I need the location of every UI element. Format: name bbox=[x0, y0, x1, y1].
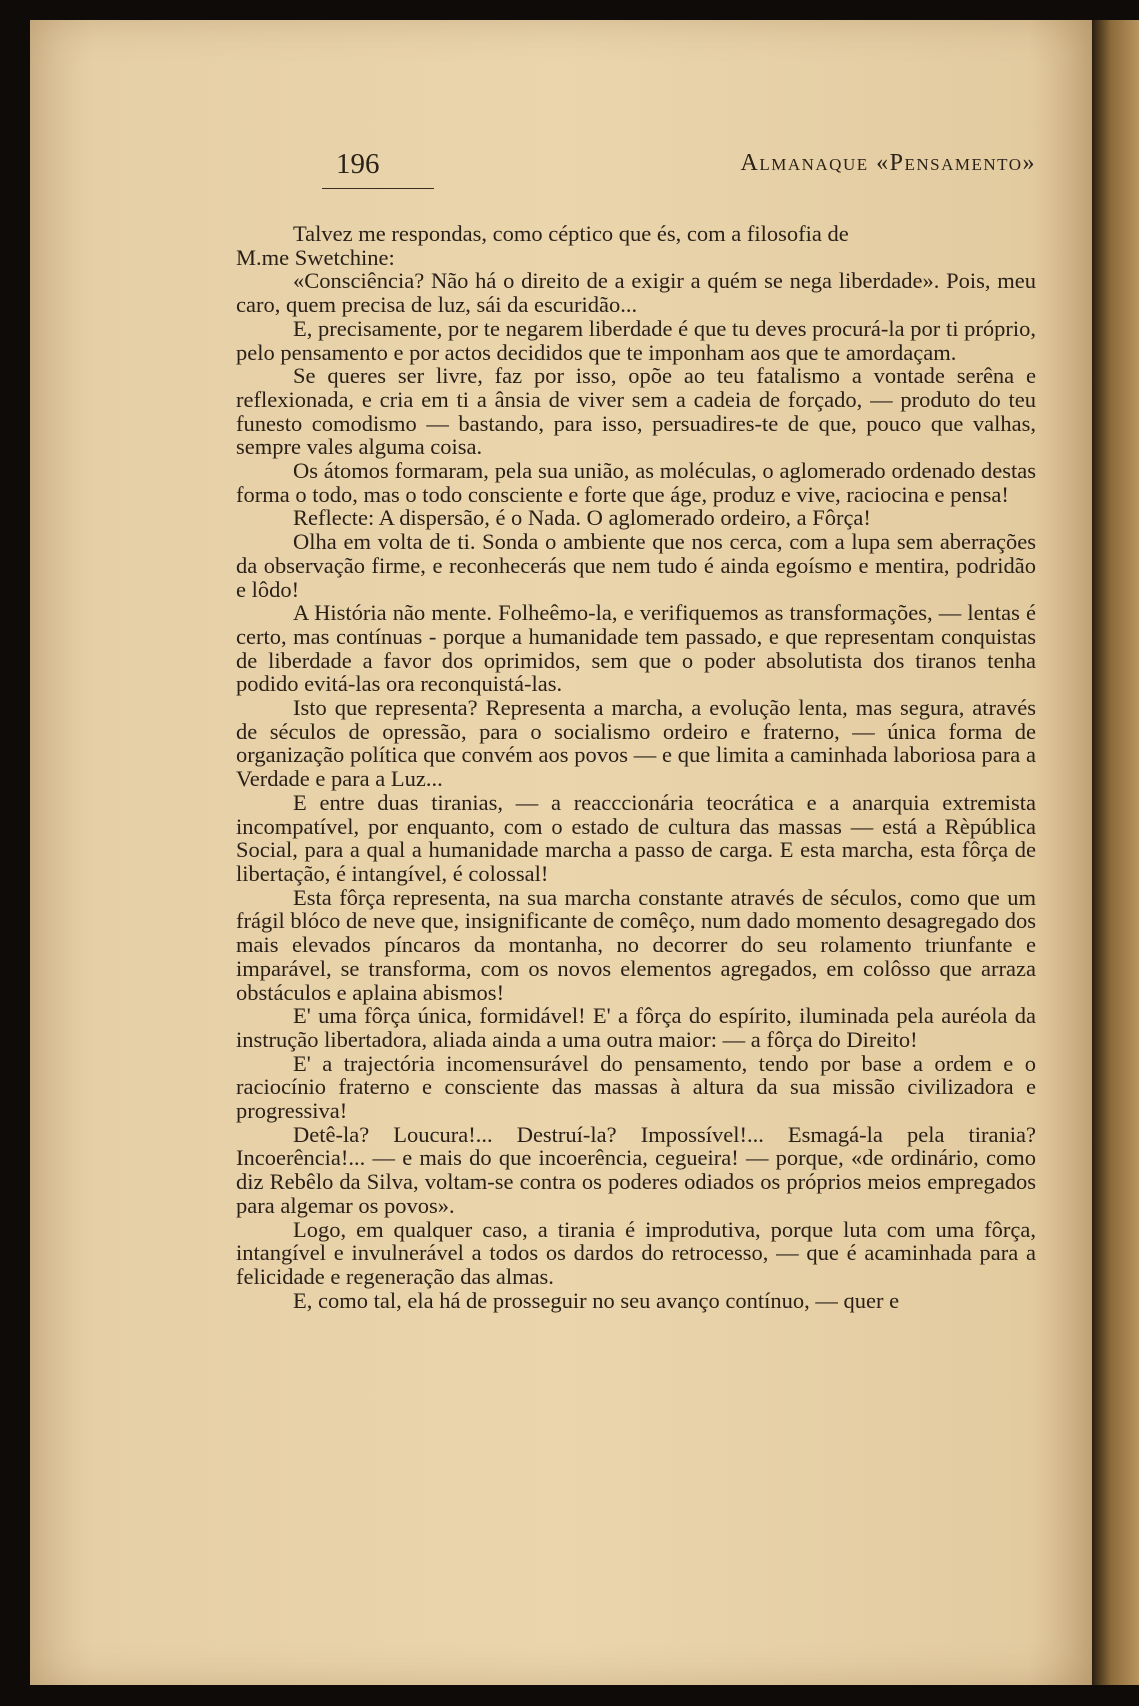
paragraph: E' a trajectória incomensurável do pensamento, tendo por base a ordem e o raciocínio fraterno e consciente das massas à altura da sua missão civilizadora e progressiva! bbox=[236, 1050, 1036, 1124]
page-number: 196 bbox=[336, 148, 380, 180]
paragraph: E' uma fôrça única, formidável! E' a fôrça do espírito, iluminada pela auréola da instrução libertadora, aliada ainda a uma outra maior: — a fôrça do Direito! bbox=[236, 1003, 1036, 1052]
paragraph: Detê-la? Loucura!... Destruí-la? Impossível!... Esmagá-la pela tirania? Incoerência!... — e mais do que incoerência, cegueira! — porque, «de ordinário, como diz Rebêlo da Silva, voltam-se contra os poderes odiados os próprios meios empregados para algemar os povos». bbox=[236, 1121, 1036, 1218]
paragraph: Olha em volta de ti. Sonda o ambiente que nos cerca, com a lupa sem aberrações da observação firme, e reconhecerás que nem tudo é ainda egoísmo e mentira, podridão e lôdo! bbox=[236, 529, 1036, 602]
page-header bbox=[336, 148, 1036, 188]
paragraph: E entre duas tiranias, — a reacccionária teocrática e a anarquia extremista incompatível, por enquanto, com o estado de cultura das massas — está a Rèpública Social, para a qual a humanidade marcha a passo de carga. E esta marcha, esta fôrça de libertação, é intangível, é colossal! bbox=[236, 789, 1036, 886]
paragraph: Reflecte: A dispersão, é o Nada. O aglomerado ordeiro, a Fôrça! bbox=[293, 505, 871, 531]
paragraph: «Consciência? Não há o direito de a exigir a quém se nega liberdade». Pois, meu caro, quem precisa de luz, sái da escuridão... bbox=[236, 268, 1036, 318]
paragraph: M.me Swetchine: bbox=[236, 244, 395, 270]
paragraph: E, precisamente, por te negarem liberdade é que tu deves procurá-la por ti próprio, pelo pensamento e por actos decididos que te imponham aos que te amordaçam. bbox=[236, 315, 1036, 365]
running-title: Almanaque «Pensamento» bbox=[740, 150, 1036, 176]
header-rule bbox=[322, 188, 434, 189]
paragraph: Talvez me respondas, como céptico que és, com a filosofia de bbox=[293, 221, 849, 246]
paragraph: E, como tal, ela há de prosseguir no seu avanço contínuo, — quer e bbox=[293, 1287, 900, 1313]
page-edge bbox=[1092, 20, 1139, 1685]
paragraph: Logo, em qualquer caso, a tirania é improdutiva, porque luta com uma fôrça, intangível e invulnerável a todos os dardos do retrocesso, — que é acaminhada para a felicidade e regeneração das almas. bbox=[236, 1216, 1036, 1289]
paragraph: Esta fôrça representa, na sua marcha constante através de séculos, como que um frágil blóco de neve que, insignificante de comêço, num dado momento desagregado dos mais elevados píncaros da montanha, no decorrer do seu rolamento triunfante e imparável, se transforma, com os novos elementos agregados, em colôsso que arraza obstáculos e aplaina abismos! bbox=[236, 884, 1036, 1005]
paragraph: A História não mente. Folheêmo-la, e verifiquemos as transformações, — lentas é certo, mas contínuas - porque a humanidade tem passado, e que representam conquistas de liberdade a favor dos oprimidos, sem que o poder absolutista dos tiranos tenha podido evitá-las ora reconquistá-las. bbox=[236, 600, 1036, 697]
paragraph: Os átomos formaram, pela sua união, as moléculas, o aglomerado ordenado destas forma o todo, mas o todo consciente e forte que áge, produz e vive, raciocina e pensa! bbox=[236, 458, 1036, 507]
body-text bbox=[236, 222, 1036, 1312]
paragraph: Se queres ser livre, faz por isso, opõe ao teu fatalismo a vontade serêna e reflexionada, e cria em ti a ânsia de viver sem a cadeia de forçado, — produto do teu funesto comodismo — bastando, para isso, persuadires-te de que, pouco que valhas, sempre vales alguma coisa. bbox=[236, 363, 1036, 460]
paragraph: Isto que representa? Representa a marcha, a evolução lenta, mas segura, através de séculos de opressão, para o socialismo ordeiro e fraterno, — única forma de organização política que convém aos povos — e que limita a caminhada laboriosa para a Verdade e para a Luz... bbox=[236, 695, 1036, 792]
